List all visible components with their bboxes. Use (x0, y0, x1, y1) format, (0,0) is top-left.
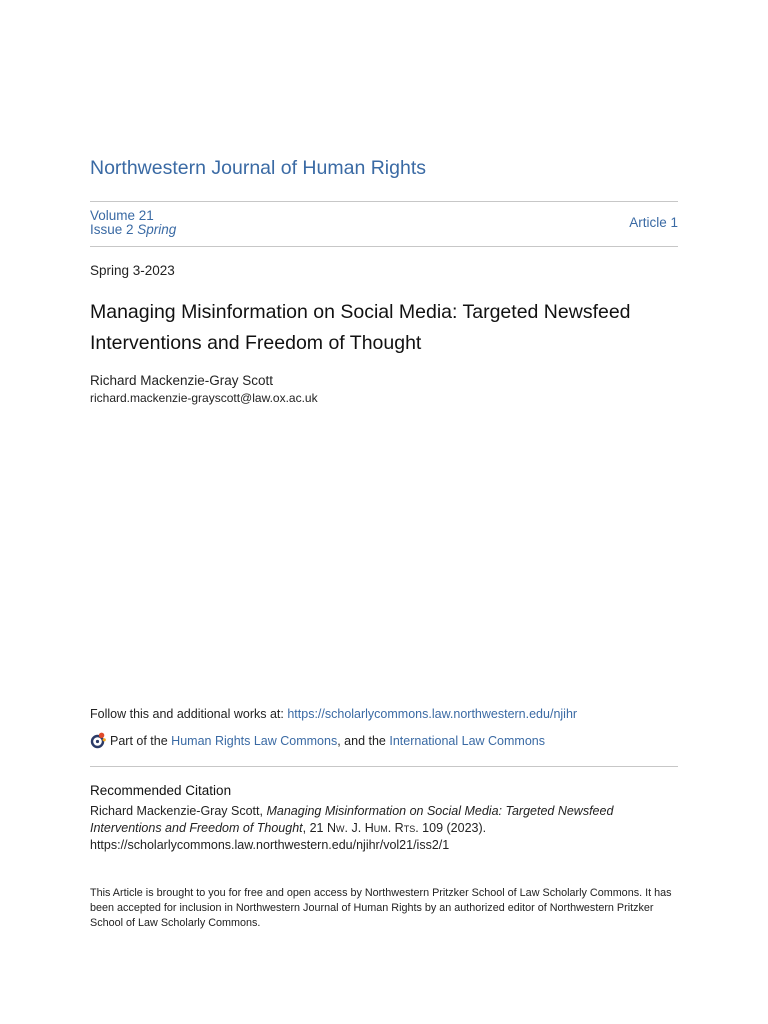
part-of-line (90, 732, 545, 749)
issue-link[interactable] (90, 223, 176, 237)
access-notice: This Article is brought to you for free and open access by Northwestern Pritzker School of Law Scholarly Commons. It has been accepted for inclusion in Northwestern Journal of Human Rights by an authorized editor of Northwestern Pritzker School of Law Scholarly Commons. (90, 887, 672, 929)
publication-date: Spring 3-2023 (90, 263, 175, 278)
divider-top (90, 201, 678, 202)
part-of-prefix: Part of the (110, 733, 168, 748)
international-law-commons-link[interactable]: International Law Commons (389, 733, 545, 748)
citation-abbr-hum: Hum. (364, 821, 392, 835)
divider-citation (90, 766, 678, 767)
citation-author: Richard Mackenzie-Gray Scott, (90, 804, 263, 818)
volume-issue-block (90, 209, 176, 237)
citation-volume: , 21 (302, 821, 324, 835)
human-rights-law-commons-link[interactable]: Human Rights Law Commons (171, 733, 338, 748)
commons-network-icon (90, 732, 107, 749)
citation-tail: 109 (2023). (422, 821, 487, 835)
volume-link[interactable]: Volume 21 (90, 208, 154, 223)
citation-abbr-j: J. (351, 821, 362, 835)
citation-text (90, 803, 678, 854)
citation-abbr-rts: Rts. (394, 821, 419, 835)
citation-url[interactable]: https://scholarlycommons.law.northwestern.edu/njihr/vol21/iss2/1 (90, 838, 450, 852)
divider-header-bottom (90, 246, 678, 247)
citation-heading: Recommended Citation (90, 783, 232, 798)
issue-season: Spring (137, 222, 177, 237)
follow-line (90, 707, 577, 721)
author-email: richard.mackenzie-grayscott@law.ox.ac.uk (90, 391, 318, 405)
author-name: Richard Mackenzie-Gray Scott (90, 373, 274, 388)
follow-prefix: Follow this and additional works at: (90, 707, 284, 721)
citation-title: Managing Misinformation on Social Media: Targeted Newsfeed Interventions and Freedom of Thought (90, 804, 614, 835)
article-title: Managing Misinformation on Social Media: Targeted Newsfeed Interventions and Freedom of Thought (90, 301, 631, 354)
issue-label: Issue 2 (90, 222, 134, 237)
article-link[interactable]: Article 1 (629, 215, 678, 230)
part-of-mid: , and the (337, 733, 386, 748)
citation-abbr-nw: Nw. (326, 821, 348, 835)
collection-url-link[interactable]: https://scholarlycommons.law.northwestern.edu/njihr (287, 707, 578, 721)
journal-title-link[interactable]: Northwestern Journal of Human Rights (90, 157, 426, 179)
